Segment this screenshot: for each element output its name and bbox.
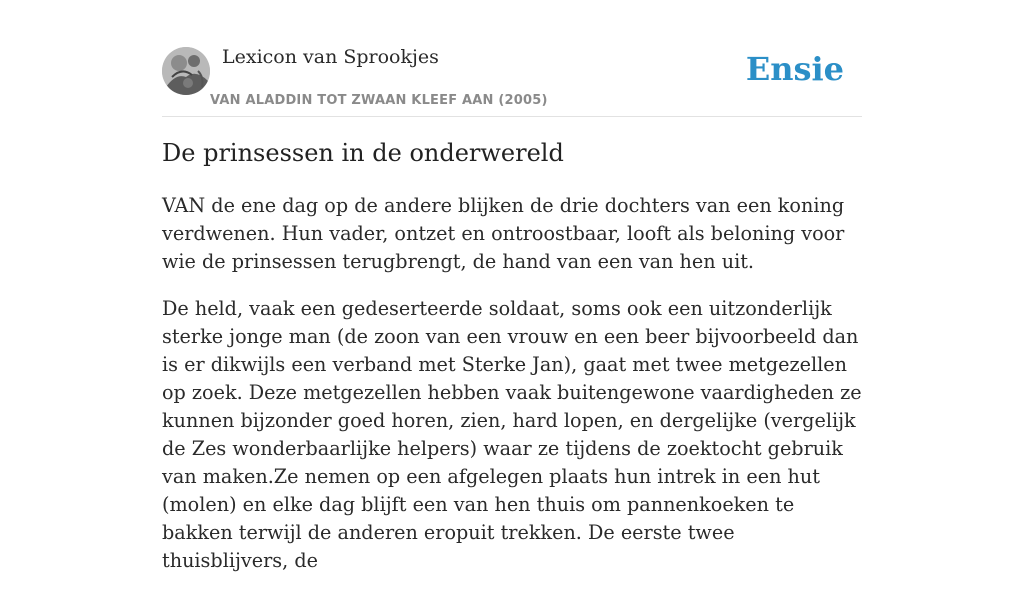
book-header	[162, 40, 862, 117]
engraving-icon	[162, 47, 210, 95]
book-cover-avatar[interactable]	[162, 47, 210, 95]
article-body	[162, 192, 862, 594]
ensie-logo-link[interactable]: Ensie	[745, 50, 844, 88]
paragraph: VAN de ene dag op de andere blijken de drie dochters van een koning verdwenen. Hun vader, ontzet en ontroostbaar, looft als beloning voor wie de prinsessen terugbrengt, de hand van een van hen uit.	[162, 194, 845, 273]
book-subtitle[interactable]: VAN ALADDIN TOT ZWAAN KLEEF AAN (2005)	[210, 93, 548, 108]
article-title: De prinsessen in de onderwereld	[162, 139, 564, 167]
book-title[interactable]: Lexicon van Sprookjes	[222, 46, 439, 68]
paragraph: De held, vaak een gedeserteerde soldaat, soms ook een uitzonderlijk sterke jonge man (de zoon van een vrouw en een beer bijvoorbeeld dan is er dikwijls een verband met Sterke Jan), gaat met twee metgezellen op zoek. Deze metgezellen hebben vaak buitengewone vaardigheden ze kunnen bijzonder goed horen, zien, hard lopen, en dergelijke (vergelijk de Zes wonderbaarlijke helpers) waar ze tijdens de zoektocht gebruik van maken.Ze nemen op een afgelegen plaats hun intrek in een hut (molen) en elke dag blijft een van hen thuis om pannenkoeken te bakken terwijl de anderen eropuit trekken. De eerste twee thuisblijvers, de	[162, 297, 862, 572]
